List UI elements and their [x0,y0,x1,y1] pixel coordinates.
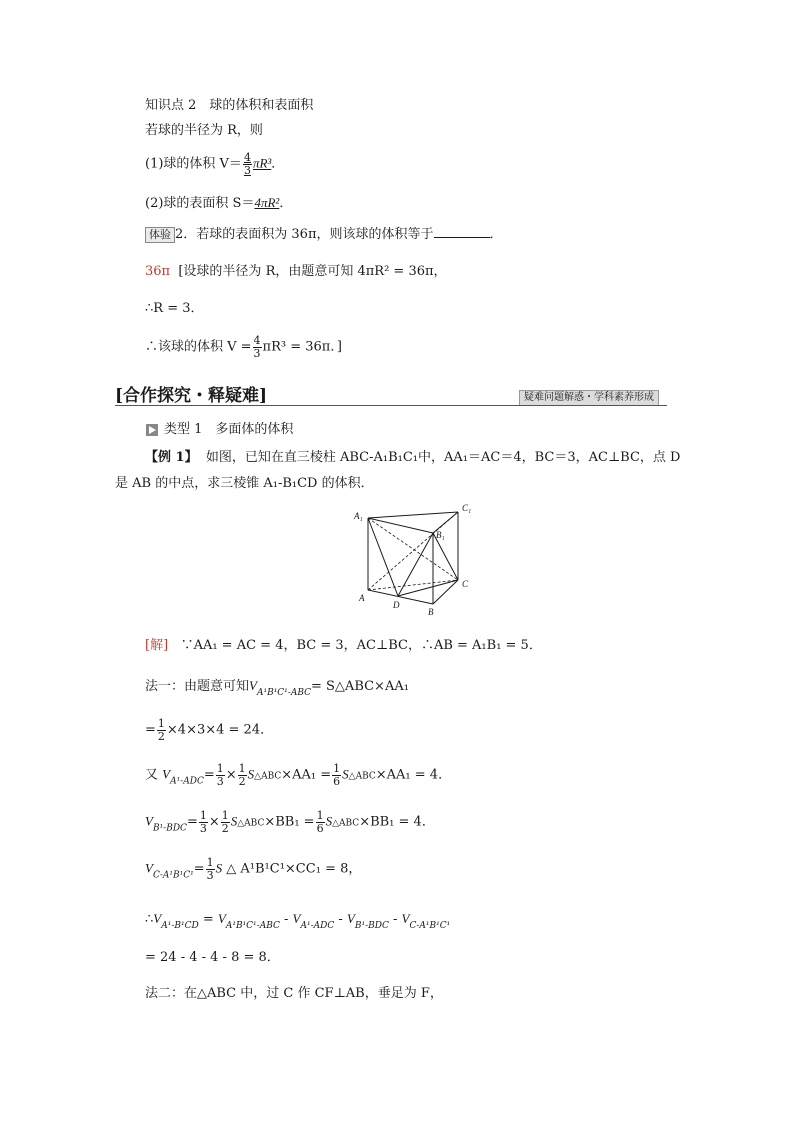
label-b1: B₁ [436,530,445,540]
prism-figure [345,500,480,615]
label-c1: C₁ [462,503,472,513]
area-val: 4πR² [254,195,280,210]
experience-text: 2．若球的表面积为 36π，则该球的体积等于 [175,227,434,242]
area-label: (2)球的表面积 S＝ [145,196,255,211]
kp2-intro: 若球的半径为 R，则 [145,123,263,138]
edge-a1c-hidden [368,518,458,580]
example-line-2: 是 AB 的中点，求三棱锥 A₁-B₁CD 的体积． [115,476,374,491]
section-title: [合作探究・释疑难] [115,386,268,406]
experience-tag: 体验 [145,227,175,243]
edge-a1b1 [368,518,433,533]
section-rule [115,405,667,406]
label-a1: A₁ [354,511,363,521]
label-b: B [428,607,434,615]
play-triangle-icon [146,424,158,436]
method1-line-2: = $\frac{1}{2}$ ×4×3×4 = 24． [145,717,274,743]
vol-frac: $\frac{4}{3}$ [243,151,251,177]
kp2-title: 知识点 2 球的体积和表面积 [145,98,314,113]
label-c: C [462,579,469,589]
edge-b1c [433,533,458,580]
answer-value: 36π [145,264,171,279]
answer-volume: ∴该球的体积 V = $\frac{4}{3}$ πR³ = 36π．] [145,334,342,360]
answer-r: ∴R = 3． [145,301,204,316]
solution-line-0: [解] ∵AA₁ = AC = 4，BC = 3，AC⊥BC，∴AB = A₁B₁ = 5． [145,638,542,653]
solution-tag: [解] [145,638,169,653]
label-a: A [359,593,365,603]
example-text-1: 如图，已知在直三棱柱 ABC-A₁B₁C₁中，AA₁＝AC＝4，BC＝3，AC⊥BC，点 D [205,450,681,465]
edge-a1d [368,518,398,596]
answer-blank [434,226,490,238]
label-d: D [393,600,400,610]
edge-a1c1 [368,512,458,518]
method1-line-3: 又 $V_{A^1-ADC}=$ $\frac{1}{3}$ × $\frac{1}{2}$ S△ABC×AA₁ = $\frac{1}{6}$ S△ABC×AA₁ = 4． [145,762,452,788]
edge-ac1-hidden [368,512,458,590]
method1-line-6: $\therefore V_{A^1-B^1CD} = V_{A^1B^1C^1-ABC} - V_{A^1-ADC} - V_{B^1-BDC} - V_{C-A^1B^1C^1}$ [145,911,451,931]
vol-rest: πR³ [252,155,272,171]
method2-line-1: 法二：在△ABC 中，过 C 作 CF⊥AB，垂足为 F， [145,986,443,1001]
experience-answer [145,265,447,278]
edge-ac-hidden [368,580,458,590]
example-line-1 [145,451,680,464]
method1-line-5: $V_{C-A^1B^1C^1}=$ $\frac{1}{3}$ S △ A¹B¹C¹×CC₁ = 8， [145,856,362,882]
answer-text: [设球的半径为 R，由题意可知 4πR² = 36π， [178,264,447,279]
sphere-area-formula: (2)球的表面积 S＝4πR²． [145,195,293,211]
method1-line-7: = 24 - 4 - 4 - 8 = 8． [145,950,280,965]
section-tag: 疑难问题解惑・学科素养形成 [519,390,659,406]
vol-label: (1)球的体积 V＝ [145,156,242,172]
example-tag: 【例 1】 [145,450,198,465]
sphere-volume-formula: (1)球的体积 V＝ $\frac{4}{3}$ πR³． [145,151,285,177]
method1-line-4: $V_{B^1-BDC}=$ $\frac{1}{3}$ × $\frac{1}{2}$ S△ABC×BB₁ = $\frac{1}{6}$ S△ABC×BB₁ = 4． [145,809,435,835]
method1-line-1: 法一：由题意可知$V_{A^1B^1C^1-ABC}=$ S△ABC×AA₁ [145,678,409,698]
experience-question: 体验 2．若球的表面积为 36π，则该球的体积等于 ． [145,226,503,243]
type-heading: 类型 1 多面体的体积 [146,423,293,436]
